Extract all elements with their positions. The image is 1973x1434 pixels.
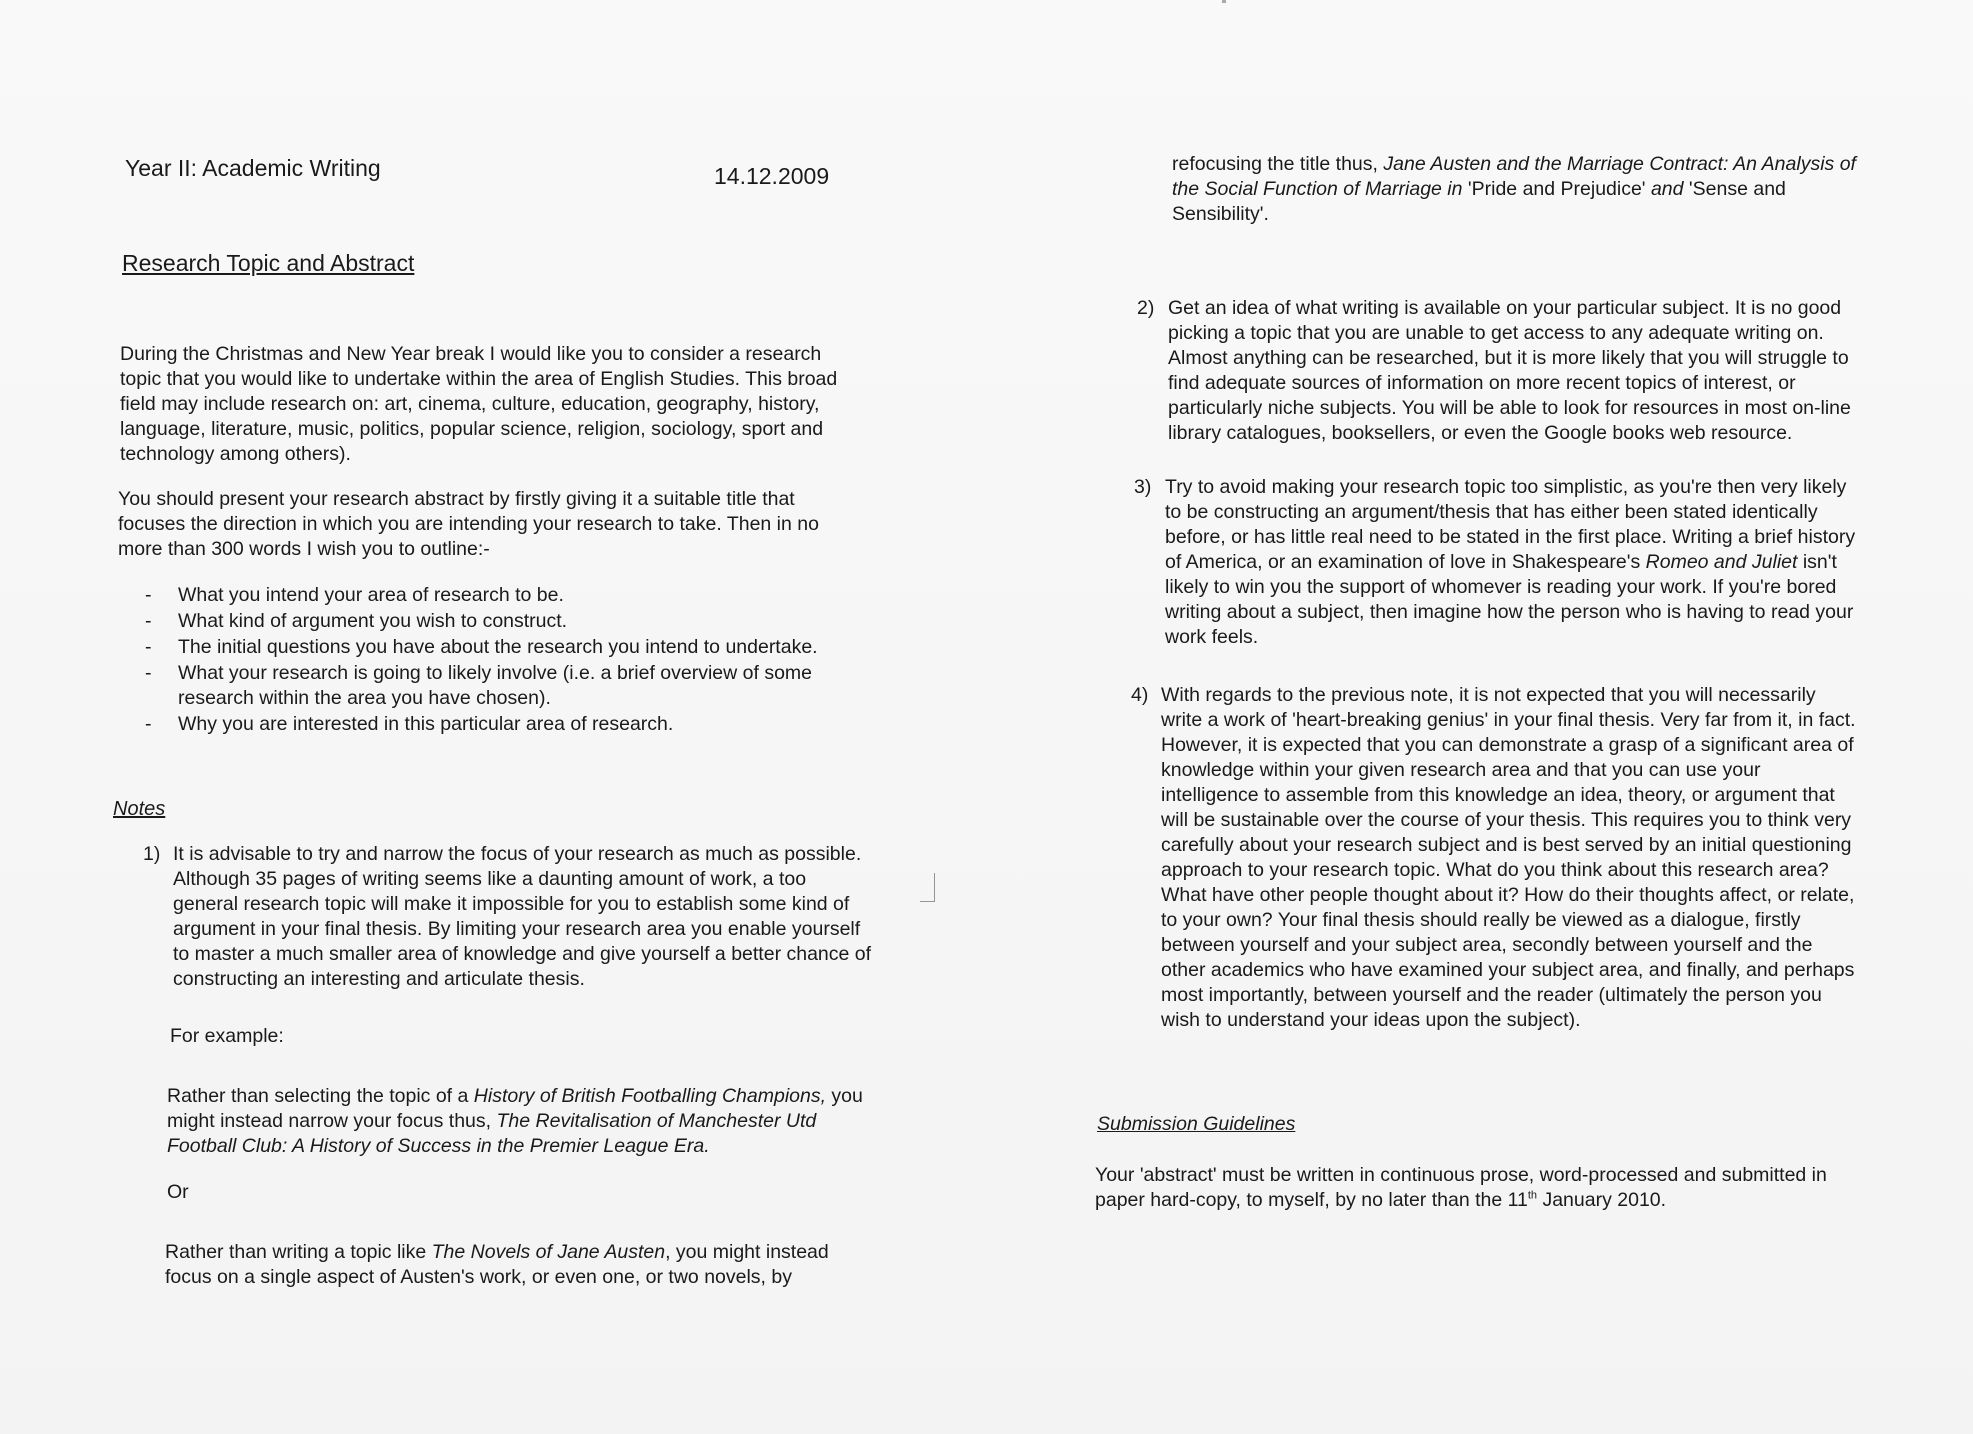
section-title: Research Topic and Abstract: [122, 250, 415, 276]
example-title: History of British Footballing Champions,: [473, 1085, 827, 1107]
scan-speck: [1222, 0, 1226, 3]
dash-bullet-icon: -: [145, 610, 152, 632]
example-title: Jane Austen and the Marriage Contract: An Analysis of the Social Function of Marriage in: [1172, 153, 1856, 200]
dash-bullet-icon: -: [145, 584, 152, 606]
note-text: Get an idea of what writing is available on your particular subject. It is no good picking a topic that you are unable to get access to any adequate writing on. Almost anything can be researched, but it is more likely that you will struggle to find adequate sources of information on more recent topics of interest, or particularly niche subjects. You will be able to look for resources in most on-line library catalogues, booksellers, or even the Google books web resource.: [1168, 297, 1851, 444]
note-number: 3): [1134, 476, 1152, 498]
example-2-continued: refocusing the title thus, Jane Austen and the Marriage Contract: An Analysis of the Social Function of Marriage in 'Pride and Prejudice' and 'Sense and Sensibility'.: [1172, 153, 1856, 225]
list-item: - The initial questions you have about the research you intend to undertake.: [145, 636, 818, 658]
scan-mark: [920, 873, 935, 902]
submission-heading: Submission Guidelines: [1097, 1113, 1296, 1135]
submission-text: Your 'abstract' must be written in continuous prose, word-processed and submitted in paper hard-copy, to myself, by no later than the 11th January 2010.: [1095, 1164, 1827, 1211]
note-text: It is advisable to try and narrow the focus of your research as much as possible. Although 35 pages of writing seems like a daunting amount of work, a too general research topic will make it impossible for you to establish some kind of argument in your final thesis. By limiting your research area you enable yourself to master a much smaller area of knowledge and give yourself a better chance of constructing an interesting and articulate thesis.: [173, 843, 872, 990]
example-1: Rather than selecting the topic of a History of British Footballing Champions, you might instead narrow your focus thus, The Revitalisation of Manchester Utd Football Club: A History of Success in the Premier League Era.: [167, 1085, 863, 1157]
note-number: 1): [143, 843, 161, 865]
dash-bullet-icon: -: [145, 636, 152, 658]
note-text: Try to avoid making your research topic too simplistic, as you're then very likely to be constructing an argument/thesis that has either been stated identically before, or has little real need to be stated in the first place. Writing a brief history of America, or an examination of love in Shakespeare's Romeo and Juliet isn't likely to win you the support of whomever is reading your work. If you're bored writing about a subject, then imagine how the person who is having to read your work feels.: [1165, 476, 1856, 648]
or-label: Or: [167, 1181, 189, 1203]
document-title: Year II: Academic Writing: [125, 155, 381, 181]
intro-paragraph-1: During the Christmas and New Year break I would like you to consider a research topic that you would like to undertake within the area of English Studies. This broad field may include research on: art, cinema, culture, education, geography, history, language, literature, music, politics, popular science, religion, sociology, sport and technology among others).: [120, 343, 838, 465]
list-item: - What you intend your area of research to be.: [145, 584, 564, 606]
list-item: - What kind of argument you wish to construct.: [145, 610, 568, 632]
example-label: For example:: [170, 1025, 284, 1047]
dash-bullet-icon: -: [145, 713, 152, 735]
example-title: The Revitalisation of Manchester Utd Football Club: A History of Success in the Premier League Era.: [167, 1110, 817, 1157]
outline-list: [140, 583, 860, 738]
note-text: With regards to the previous note, it is not expected that you will necessarily write a work of 'heart-breaking genius' in your final thesis. Very far from it, in fact. However, it is expected that you can demonstrate a grasp of a significant area of knowledge within your given research area and that you can use your intelligence to assemble from this knowledge an idea, theory, or argument that will be sustainable over the course of your thesis. This requires you to think very carefully about your research subject and is best served by an initial questioning approach to your research topic. What do you think about this research area? What have other people thought about it? How do their thoughts affect, or relate, to your own? Your final thesis should really be viewed as a dialogue, firstly between yourself and your subject area, secondly between yourself and the other academics who have examined your subject area, and finally, and perhaps most importantly, between yourself and the reader (ultimately the person you wish to understand your ideas upon the subject).: [1161, 684, 1856, 1031]
example-2: Rather than writing a topic like The Novels of Jane Austen, you might instead focus on a single aspect of Austen's work, or even one, or two novels, by: [165, 1241, 829, 1288]
note-number: 4): [1131, 684, 1149, 706]
notes-heading: Notes: [113, 798, 166, 820]
example-title: The Novels of Jane Austen: [431, 1241, 666, 1263]
note-number: 2): [1137, 297, 1155, 319]
list-item: - What your research is going to likely involve (i.e. a brief overview of some research within the area you have chosen).: [145, 662, 813, 709]
play-title: Romeo and Juliet: [1645, 551, 1798, 573]
intro-paragraph-2: You should present your research abstract by firstly giving it a suitable title that focuses the direction in which you are intending your research to take. Then in no more than 300 words I wish you to outline:-: [118, 488, 819, 560]
list-item: - Why you are interested in this particular area of research.: [145, 713, 674, 735]
document-date: 14.12.2009: [714, 163, 830, 189]
dash-bullet-icon: -: [145, 662, 152, 684]
